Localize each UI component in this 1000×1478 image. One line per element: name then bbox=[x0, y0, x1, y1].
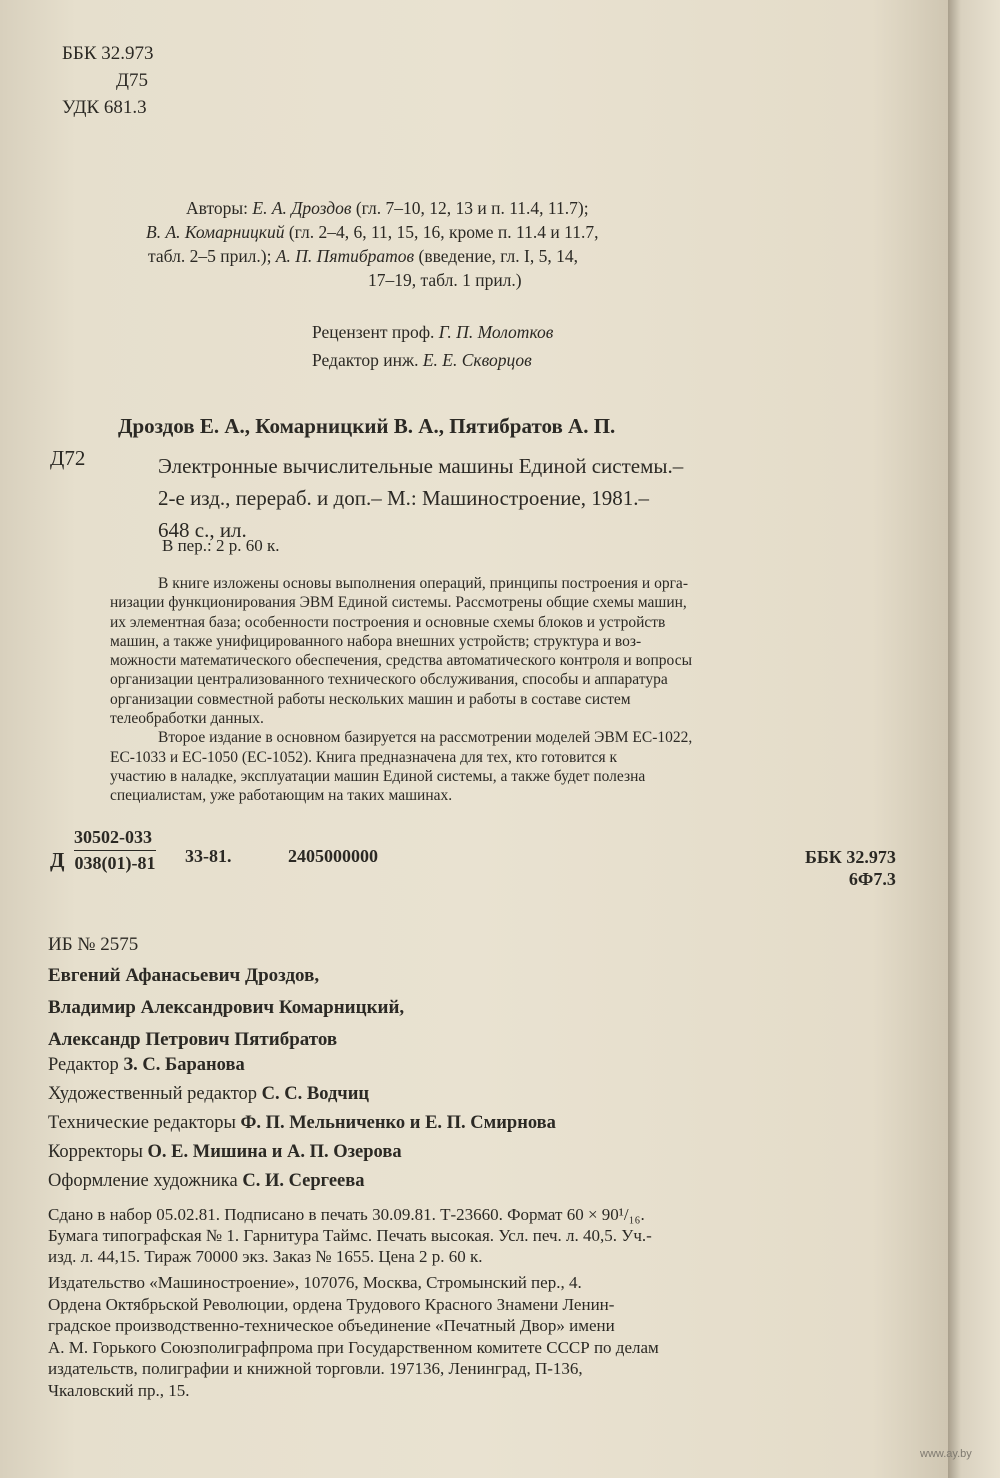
bbk-index: ББК 32.973 bbox=[62, 43, 154, 64]
publisher-details bbox=[48, 1272, 928, 1401]
catalog-middle: 33-81. bbox=[185, 846, 232, 866]
publisher-line: А. М. Горького Союзполиграфпрома при Государственном комитете СССР по делам bbox=[48, 1337, 659, 1357]
author-chapters: (гл. 7–10, 12, 13 и п. 11.4, 11.7); bbox=[355, 198, 589, 218]
staff-name: С. С. Водчиц bbox=[261, 1084, 370, 1104]
staff-role: Оформление художника bbox=[48, 1171, 238, 1191]
author-full-name: Владимир Александрович Комарницкий, bbox=[48, 997, 405, 1018]
catalog-letter: Д bbox=[50, 848, 65, 872]
catalog-denominator: 038(01)-81 bbox=[74, 853, 156, 873]
annotation-line: телеобработки данных. bbox=[110, 710, 264, 728]
staff-role: Корректоры bbox=[48, 1142, 143, 1162]
print-line: Сдано в набор 05.02.81. Подписано в печать 30.09.81. Т-23660. Формат 60 × 90¹/₁₆. bbox=[48, 1205, 645, 1224]
bibliographic-authors: Дроздов Е. А., Комарницкий В. А., Пятибратов А. П. bbox=[118, 414, 616, 438]
author-code: Д75 bbox=[116, 70, 148, 91]
catalog-fraction bbox=[74, 827, 156, 874]
annotation-line: организации централизованного технического обслуживания, способы и аппаратура bbox=[110, 671, 668, 689]
author-chapters: табл. 2–5 прил.); bbox=[148, 246, 272, 266]
staff-role: Художественный редактор bbox=[48, 1084, 258, 1104]
staff-name: З. С. Баранова bbox=[123, 1055, 245, 1075]
editor-name: Е. Е. Скворцов bbox=[422, 350, 532, 370]
annotation-line: участию в наладке, эксплуатации машин Единой системы, а также будет полезна bbox=[110, 767, 646, 785]
watermark: www.ay.by bbox=[920, 1448, 972, 1460]
annotation-line: можности математического обеспечения, средства автоматического контроля и вопросы bbox=[110, 652, 692, 670]
print-line: Бумага типографская № 1. Гарнитура Таймс. Печать высокая. Усл. печ. л. 40,5. Уч.- bbox=[48, 1226, 652, 1245]
bibliographic-description bbox=[158, 450, 928, 546]
author-full-name: Евгений Афанасьевич Дроздов, bbox=[48, 965, 320, 986]
catalog-code: 2405000000 bbox=[288, 846, 378, 866]
publisher-line: градское производственно-техническое объединение «Печатный Двор» имени bbox=[48, 1316, 615, 1335]
staff-role: Редактор bbox=[48, 1055, 119, 1075]
edition-info: 2-е изд., перераб. и доп.– М.: Машиностроение, 1981.– bbox=[158, 486, 649, 510]
catalog-numerator: 30502-033 bbox=[74, 827, 156, 851]
reviewer-label: Рецензент проф. bbox=[312, 322, 435, 342]
catalog-bbk-sub: 6Ф7.3 bbox=[848, 869, 896, 889]
author-full-names bbox=[48, 960, 404, 1056]
book-title: Электронные вычислительные машины Единой системы.– bbox=[158, 454, 684, 478]
print-details bbox=[48, 1204, 928, 1267]
udk-index: УДК 681.3 bbox=[62, 97, 147, 118]
author-chapters: 17–19, табл. 1 прил.) bbox=[368, 270, 522, 290]
author-chapters: (введение, гл. I, 5, 14, bbox=[418, 246, 578, 266]
annotation-line: низации функционирования ЭВМ Единой системы. Рассмотрены общие схемы машин, bbox=[110, 594, 687, 612]
page-count: 648 с., ил. bbox=[158, 518, 247, 542]
annotation-line: их элементная база; особенности построения и основные схемы блоков и устройств bbox=[110, 613, 666, 631]
catalog-bbk-index: ББК 32.973 bbox=[805, 847, 896, 867]
staff-role: Технические редакторы bbox=[48, 1113, 236, 1133]
staff-credits bbox=[48, 1051, 556, 1196]
annotation-line: машин, а также унифицированного набора внешних устройств; структура и воз- bbox=[110, 632, 642, 650]
staff-name: С. И. Сергеева bbox=[242, 1171, 365, 1191]
authors-block bbox=[120, 196, 860, 292]
publisher-line: Издательство «Машиностроение», 107076, Москва, Стромынский пер., 4. bbox=[48, 1273, 582, 1292]
publisher-line: Чкаловский пр., 15. bbox=[48, 1380, 190, 1400]
bibliographic-code: Д72 bbox=[50, 446, 86, 470]
authors-label: Авторы: bbox=[186, 198, 249, 218]
annotation-line: специалистам, уже работающим на таких машинах. bbox=[110, 787, 453, 805]
editor-label: Редактор инж. bbox=[312, 350, 419, 370]
author-name: Е. А. Дроздов bbox=[252, 198, 352, 218]
annotation-line: Второе издание в основном базируется на рассмотрении моделей ЭВМ ЕС-1022, bbox=[158, 729, 693, 747]
annotation bbox=[110, 574, 925, 806]
publisher-line: Ордена Октябрьской Революции, ордена Трудового Красного Знамени Ленин- bbox=[48, 1294, 615, 1314]
staff-name: Ф. П. Мельниченко и Е. П. Смирнова bbox=[240, 1113, 556, 1133]
annotation-line: В книге изложены основы выполнения операций, принципы построения и орга- bbox=[158, 575, 688, 592]
page-edge bbox=[948, 0, 1000, 1478]
annotation-line: ЕС-1033 и ЕС-1050 (ЕС-1052). Книга предназначена для тех, кто готовится к bbox=[110, 748, 618, 766]
ib-number: ИБ № 2575 bbox=[48, 934, 139, 955]
publisher-line: издательств, полиграфии и книжной торговли. 197136, Ленинград, П-136, bbox=[48, 1359, 583, 1378]
author-chapters: (гл. 2–4, 6, 11, 15, 16, кроме п. 11.4 и 11.7, bbox=[288, 222, 599, 242]
author-name: В. А. Комарницкий bbox=[146, 222, 285, 242]
author-full-name: Александр Петрович Пятибратов bbox=[48, 1029, 338, 1050]
print-line: изд. л. 44,15. Тираж 70000 экз. Заказ № 1655. Цена 2 р. 60 к. bbox=[48, 1247, 483, 1266]
reviewer-block bbox=[312, 318, 553, 374]
price: В пер.: 2 р. 60 к. bbox=[162, 536, 280, 555]
catalog-bbk bbox=[805, 846, 896, 890]
reviewer-name: Г. П. Молотков bbox=[438, 322, 554, 342]
annotation-line: организации совместной работы нескольких машин и работы в составе систем bbox=[110, 690, 631, 708]
classification-header bbox=[62, 40, 154, 121]
staff-name: О. Е. Мишина и А. П. Озерова bbox=[147, 1142, 402, 1162]
author-name: А. П. Пятибратов bbox=[275, 246, 415, 266]
